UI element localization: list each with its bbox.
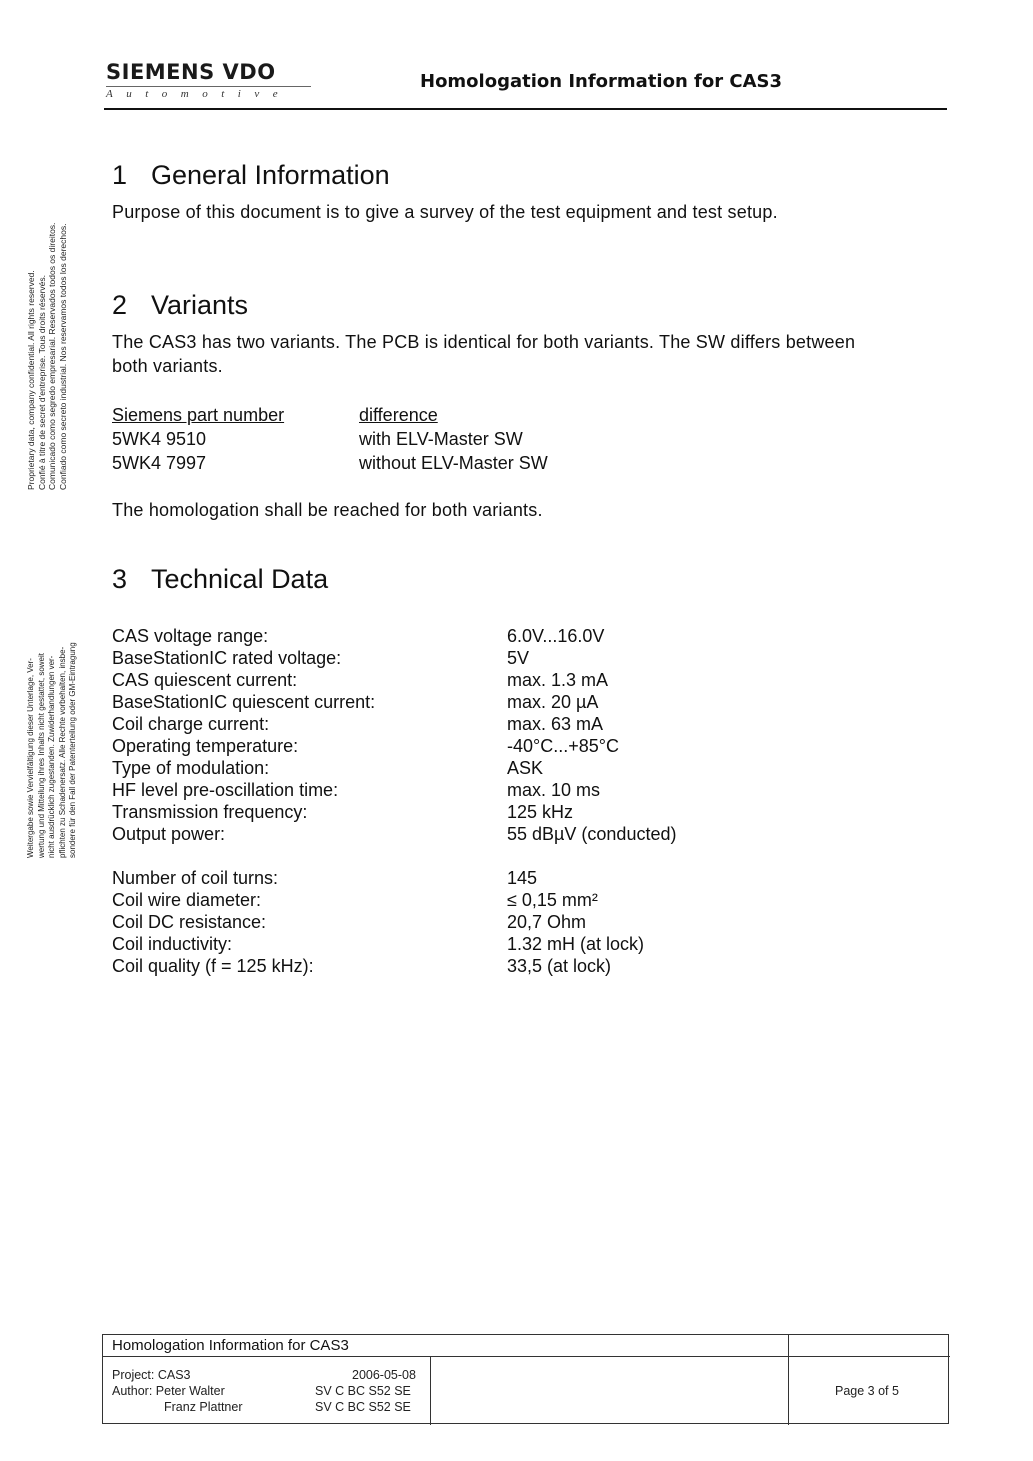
spec-label: Transmission frequency: xyxy=(112,802,308,822)
header-divider xyxy=(104,108,947,110)
header-title: Homologation Information for CAS3 xyxy=(420,71,783,92)
spec-label: CAS voltage range: xyxy=(112,626,269,646)
spec-row xyxy=(112,823,676,845)
table-row xyxy=(112,427,548,451)
spec-row xyxy=(112,713,676,735)
spec-label: Coil DC resistance: xyxy=(112,912,267,932)
spec-row xyxy=(112,911,644,933)
footer-empty-cell xyxy=(789,1335,950,1357)
section-2-heading xyxy=(112,290,248,321)
coil-spec-list xyxy=(112,867,644,977)
spec-label: HF level pre-oscillation time: xyxy=(112,780,339,800)
spec-value: max. 63 mA xyxy=(507,714,604,734)
spec-value: 5V xyxy=(507,648,530,668)
spec-value: ASK xyxy=(507,758,544,778)
section-number: 1 xyxy=(112,160,128,190)
spec-value: max. 20 µA xyxy=(507,692,599,712)
spec-label: Operating temperature: xyxy=(112,736,299,756)
section-2-text: The CAS3 has two variants. The PCB is identical for both variants. The SW differs between both variants. xyxy=(112,332,856,376)
spec-row xyxy=(112,933,644,955)
spec-label: Number of coil turns: xyxy=(112,868,279,888)
section-number: 3 xyxy=(112,564,128,594)
notice-line: Confié à titre de secret d'entreprise. Tous droits réservés. xyxy=(36,274,47,490)
spec-row xyxy=(112,735,676,757)
footer-department: SV C BC S52 SE xyxy=(315,1400,411,1414)
section-number: 2 xyxy=(112,290,128,320)
spec-row xyxy=(112,757,676,779)
spec-row xyxy=(112,669,676,691)
spec-value: 20,7 Ohm xyxy=(507,912,587,932)
spec-value: 6.0V...16.0V xyxy=(507,626,605,646)
section-title: Variants xyxy=(151,290,249,320)
spec-label: Coil charge current: xyxy=(112,714,270,734)
spec-row xyxy=(112,625,676,647)
spec-label: BaseStationIC rated voltage: xyxy=(112,648,342,668)
spec-label: Type of modulation: xyxy=(112,758,270,778)
spec-value: 1.32 mH (at lock) xyxy=(507,934,645,954)
section-title: Technical Data xyxy=(151,564,329,594)
footer-date: 2006-05-08 xyxy=(352,1368,416,1382)
notice-line: sondere für den Fall der Patenterteilung oder GM-Eintragung xyxy=(68,642,77,858)
section-1-heading xyxy=(112,160,390,191)
section-3-heading xyxy=(112,564,328,595)
document-footer xyxy=(102,1334,949,1424)
column-header: difference xyxy=(359,405,438,425)
footer-author: Author: Peter Walter xyxy=(112,1384,225,1398)
spec-label: BaseStationIC quiescent current: xyxy=(112,692,376,712)
part-number: 5WK4 9510 xyxy=(112,429,207,449)
footer-empty-cell xyxy=(431,1357,789,1425)
confidentiality-notice xyxy=(26,158,78,490)
spec-value: ≤ 0,15 mm² xyxy=(507,890,598,910)
spec-value: 33,5 (at lock) xyxy=(507,956,612,976)
notice-line: Weitergabe sowie Vervielfältigung dieser Unterlage, Ver- xyxy=(26,658,35,858)
spec-value: 125 kHz xyxy=(507,802,574,822)
notice-line: Proprietary data, company confidential. All rights reserved. xyxy=(26,270,36,490)
section-1-text: Purpose of this document is to give a survey of the test equipment and test setup. xyxy=(112,202,778,222)
spec-row xyxy=(112,801,676,823)
spec-row xyxy=(112,647,676,669)
footer-title: Homologation Information for CAS3 xyxy=(112,1337,349,1354)
spec-row xyxy=(112,779,676,801)
difference: with ELV-Master SW xyxy=(359,429,523,449)
part-number: 5WK4 7997 xyxy=(112,453,207,473)
spec-label: Coil inductivity: xyxy=(112,934,233,954)
notice-line: Confiado como secreto industrial. Nos reservamos todos los derechos. xyxy=(57,223,68,490)
spec-row xyxy=(112,867,644,889)
spec-value: 55 dBµV (conducted) xyxy=(507,824,677,844)
spec-value: 145 xyxy=(507,868,538,888)
spec-label: Coil quality (f = 125 kHz): xyxy=(112,956,314,976)
variants-table xyxy=(112,403,548,475)
spec-label: Coil wire diameter: xyxy=(112,890,262,910)
column-header: Siemens part number xyxy=(112,405,285,425)
footer-info-cell xyxy=(103,1357,431,1425)
spec-label: CAS quiescent current: xyxy=(112,670,298,690)
company-logo xyxy=(106,60,311,100)
spec-value: max. 10 ms xyxy=(507,780,601,800)
spec-row xyxy=(112,889,644,911)
footer-department: SV C BC S52 SE xyxy=(315,1384,411,1398)
footer-project: Project: CAS3 xyxy=(112,1368,191,1382)
notice-line: wertung und Mitteilung ihres Inhalts nicht gestattet, soweit xyxy=(36,653,46,858)
notice-line: Comunicado como segredo empresarial. Reservados todos os direitos. xyxy=(47,222,57,490)
spec-value: -40°C...+85°C xyxy=(507,736,619,756)
copyright-notice xyxy=(26,568,78,858)
table-header-row xyxy=(112,403,548,427)
footer-title-cell xyxy=(103,1335,789,1357)
logo-tagline: Automotive xyxy=(106,86,311,100)
section-title: General Information xyxy=(151,160,390,190)
spec-row xyxy=(112,691,676,713)
spec-value: max. 1.3 mA xyxy=(507,670,609,690)
difference: without ELV-Master SW xyxy=(359,453,548,473)
spec-label: Output power: xyxy=(112,824,226,844)
page-number: Page 3 of 5 xyxy=(835,1384,899,1398)
footer-coauthor: Franz Plattner xyxy=(164,1400,243,1414)
logo-wordmark: SIEMENS VDO xyxy=(106,60,276,84)
section-2-closing: The homologation shall be reached for both variants. xyxy=(112,500,543,520)
notice-line: nicht ausdrücklich zugestanden. Zuwiderhandlungen ver- xyxy=(47,655,56,858)
spec-row xyxy=(112,955,644,977)
notice-line: pflichten zu Schadenersatz. Alle Rechte vorbehalten, insbe- xyxy=(57,646,67,858)
table-row xyxy=(112,451,548,475)
spec-list xyxy=(112,625,676,845)
